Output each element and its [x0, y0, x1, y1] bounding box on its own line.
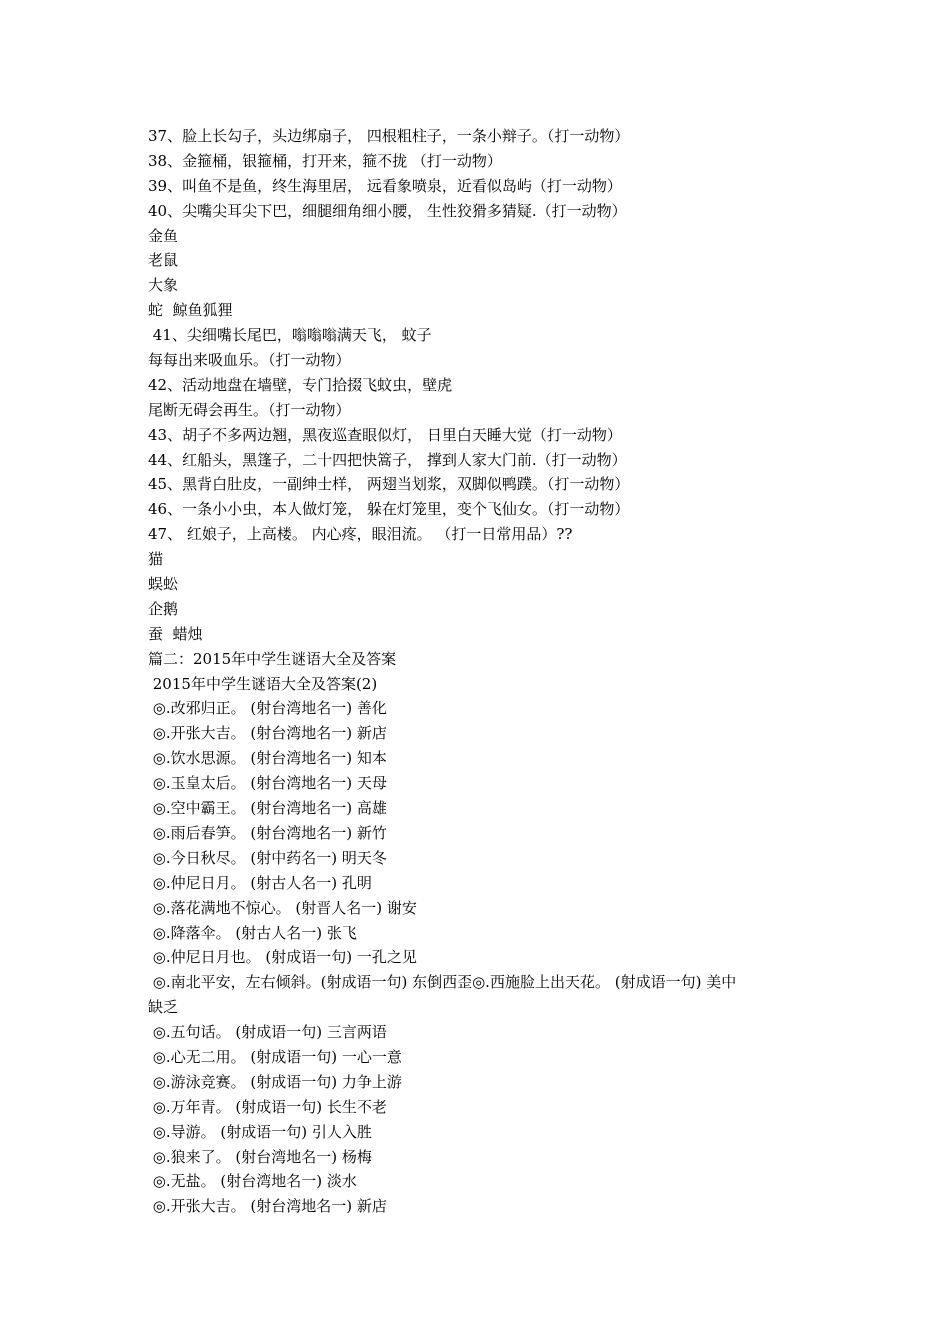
riddle-line: ◎.心无二用。 (射成语一句) 一心一意: [148, 1047, 402, 1066]
answer-line: 大象: [148, 276, 179, 295]
text-line: 44、红船头，黑篷子，二十四把快篙子， 撑到人家大门前.（打一动物）: [148, 450, 627, 469]
text-line: 40、尖嘴尖耳尖下巴，细腿细角细小腰， 生性狡猾多猜疑.（打一动物）: [148, 201, 627, 220]
riddle-line: ◎.导游。 (射成语一句) 引人入胜: [148, 1122, 372, 1141]
riddle-line: ◎.降落伞。 (射古人名一) 张飞: [148, 923, 357, 942]
riddle-line: ◎.开张大吉。 (射台湾地名一) 新店: [148, 724, 387, 743]
document-body: [148, 124, 828, 1219]
answer-line: 金鱼: [148, 226, 179, 245]
riddle-line: ◎.狼来了。 (射台湾地名一) 杨梅: [148, 1147, 372, 1166]
riddle-line: ◎.空中霸王。 (射台湾地名一) 高雄: [148, 799, 387, 818]
riddle-line: ◎.万年青。 (射成语一句) 长生不老: [148, 1097, 387, 1116]
answer-line: 猫: [148, 550, 164, 569]
riddle-line: ◎.五句话。 (射成语一句) 三言两语: [148, 1023, 387, 1042]
riddle-line: ◎.南北平安，左右倾斜。(射成语一句) 东倒西歪◎.西施脸上出天花。 (射成语一句) 美中: [148, 973, 737, 992]
riddle-line: ◎.今日秋尽。 (射中药名一) 明天冬: [148, 848, 387, 867]
text-line: 46、一条小小虫，本人做灯笼， 躲在灯笼里，变个飞仙女。（打一动物）: [148, 500, 630, 519]
text-line: 45、黑背白肚皮，一副绅士样， 两翅当划浆，双脚似鸭蹼。（打一动物）: [148, 475, 630, 494]
section-subheading: 2015年中学生谜语大全及答案(2): [148, 674, 378, 693]
text-line: 37、脸上长勾子，头边绑扇子， 四根粗柱子，一条小辩子。（打一动物）: [148, 127, 630, 145]
text-line: 43、胡子不多两边翘，黑夜巡查眼似灯， 日里白天睡大觉（打一动物）: [148, 425, 622, 444]
section-heading: 篇二：2015年中学生谜语大全及答案: [148, 649, 397, 668]
riddle-line: ◎.开张大吉。 (射台湾地名一) 新店: [148, 1197, 387, 1216]
text-line: 38、金箍桶，银箍桶，打开来，箍不拢 （打一动物）: [148, 151, 502, 170]
answer-line: 蛇 鲸鱼狐狸: [148, 301, 233, 320]
text-line: 尾断无碍会再生。（打一动物）: [148, 400, 351, 419]
riddle-line: ◎.无盐。 (射台湾地名一) 淡水: [148, 1172, 357, 1191]
riddle-line: ◎.仲尼日月也。 (射成语一句) 一孔之见: [148, 948, 417, 967]
answer-line: 企鹅: [148, 599, 179, 618]
answer-line: 蚕 蜡烛: [148, 624, 203, 643]
riddle-line: ◎.游泳竞赛。 (射成语一句) 力争上游: [148, 1072, 402, 1091]
riddle-line: ◎.仲尼日月。 (射古人名一) 孔明: [148, 873, 372, 892]
riddle-line: 缺乏: [148, 998, 179, 1017]
answer-line: 老鼠: [148, 251, 179, 270]
text-line: 39、叫鱼不是鱼，终生海里居， 远看象喷泉，近看似岛屿（打一动物）: [148, 176, 622, 195]
text-line: 42、活动地盘在墙壁，专门拾掇飞蚊虫，壁虎: [148, 375, 453, 394]
text-line: 41、尖细嘴长尾巴，嗡嗡嗡满天飞， 蚊子: [148, 326, 432, 345]
riddle-line: ◎.落花满地不惊心。 (射晋人名一) 谢安: [148, 898, 417, 917]
riddle-line: ◎.雨后春笋。 (射台湾地名一) 新竹: [148, 823, 387, 842]
text-line: 每每出来吸血乐。（打一动物）: [148, 351, 351, 370]
riddle-line: ◎.饮水思源。 (射台湾地名一) 知本: [148, 749, 387, 768]
riddle-line: ◎.改邪归正。 (射台湾地名一) 善化: [148, 699, 387, 718]
text-line: 47、 红娘子，上高楼。 内心疼，眼泪流。 （打一日常用品）??: [148, 525, 573, 544]
riddle-line: ◎.玉皇太后。 (射台湾地名一) 天母: [148, 774, 387, 793]
answer-line: 蜈蚣: [148, 575, 179, 594]
